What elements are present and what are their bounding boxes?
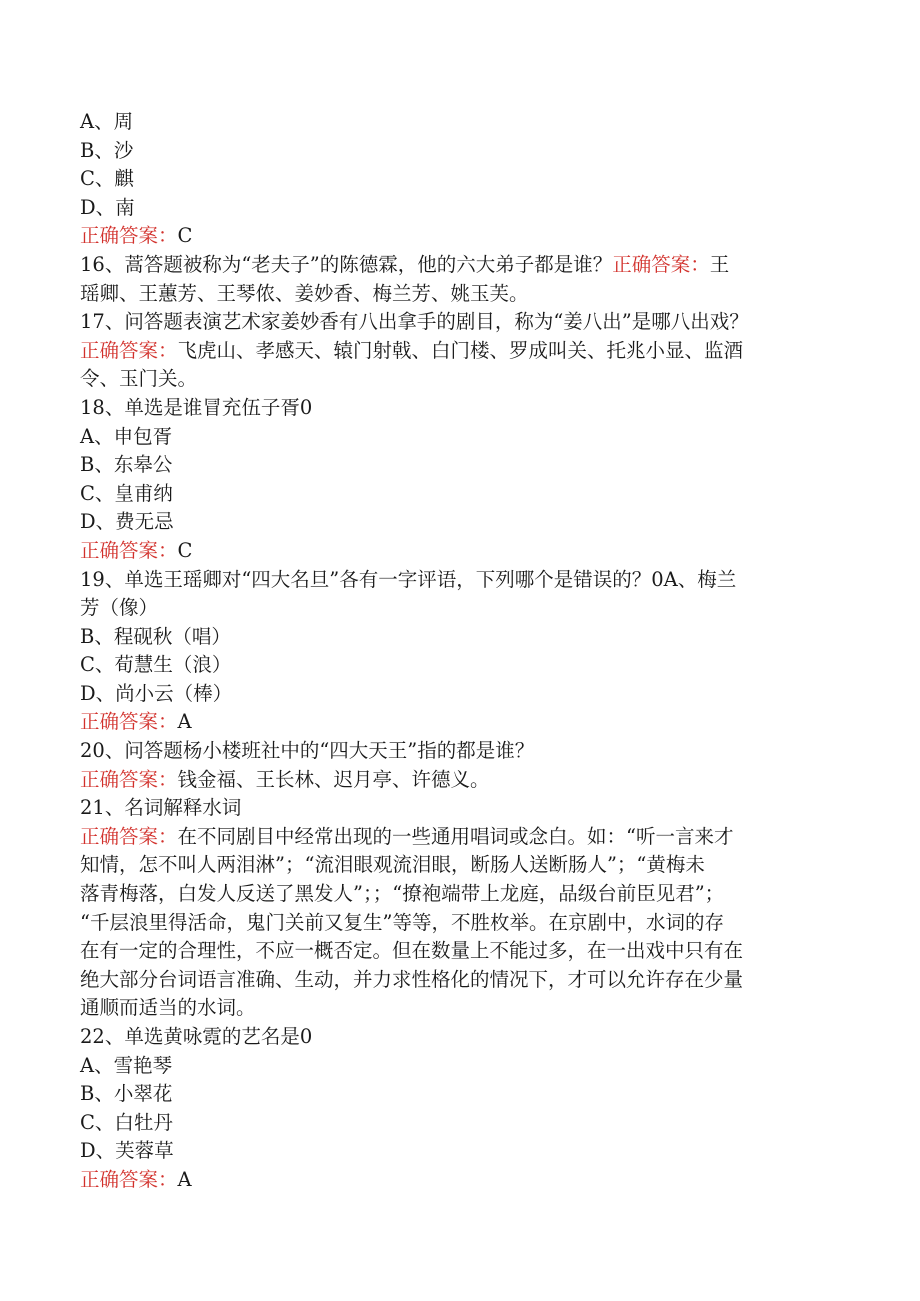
text-line (80, 280, 840, 309)
line-text: C、白牡丹 (80, 1110, 173, 1134)
text-line (80, 766, 840, 795)
line-text: A、申包胥 (80, 424, 173, 448)
line-text: 在有一定的合理性，不应一概否定。但在数量上不能过多，在一出戏中只有在 (80, 939, 744, 963)
text-line (80, 394, 840, 423)
text-line (80, 1023, 840, 1052)
text-line (80, 108, 840, 137)
text-line (80, 994, 840, 1023)
text-line (80, 137, 840, 166)
text-line (80, 594, 840, 623)
text-line (80, 851, 840, 880)
text-line (80, 937, 840, 966)
line-text: D、南 (80, 195, 135, 219)
line-text: D、尚小云（棒） (80, 681, 233, 705)
text-line (80, 1109, 840, 1138)
answer-label: 正确答案： (80, 224, 178, 248)
text-line (80, 623, 840, 652)
line-text: 绝大部分台词语言准确、生动，并力求性格化的情况下，才可以允许存在少量 (80, 967, 744, 991)
text-line (80, 222, 840, 251)
line-text: 18、单选是谁冒充伍子胥0 (80, 395, 313, 419)
exam-document-page (80, 108, 840, 1195)
line-text: 飞虎山、孝感天、辕门射戟、白门楼、罗成叫关、托兆小显、监酒 (177, 338, 744, 362)
line-text: A (177, 710, 192, 734)
answer-label: 正确答案： (80, 710, 178, 734)
answer-label: 正确答案： (80, 538, 178, 562)
text-line (80, 566, 840, 595)
line-text: 在不同剧目中经常出现的一些通用唱词或念白。如：“听一言来才 (177, 824, 734, 848)
answer-label: 正确答案： (80, 767, 178, 791)
answer-label: 正确答案： (80, 338, 178, 362)
line-text: 钱金福、王长林、迟月亭、许德义。 (177, 767, 490, 791)
line-text: B、小翠花 (80, 1082, 173, 1106)
line-text: 22、单选黄咏霓的艺名是0 (80, 1025, 313, 1048)
text-line (80, 537, 840, 566)
text-line (80, 251, 840, 280)
text-line (80, 823, 840, 852)
line-text: C (177, 538, 193, 562)
line-text: A (177, 1167, 192, 1191)
answer-label: 正确答案： (80, 824, 178, 848)
text-line (80, 794, 840, 823)
text-line (80, 737, 840, 766)
line-text: 19、单选王瑶卿对“四大名旦”各有一字评语，下列哪个是错误的？0A、梅兰 (80, 567, 737, 591)
text-line (80, 165, 840, 194)
text-line (80, 365, 840, 394)
line-text: 17、问答题表演艺术家姜妙香有八出拿手的剧目，称为“姜八出”是哪八出戏？ (80, 310, 749, 334)
line-text: 通顺而适当的水词。 (80, 996, 256, 1020)
line-text: B、沙 (80, 138, 134, 162)
line-text: C、荀慧生（浪） (80, 653, 232, 677)
line-text: 瑶卿、王蕙芳、王琴侬、姜妙香、梅兰芳、姚玉芙。 (80, 281, 529, 305)
text-line (80, 1052, 840, 1081)
text-line (80, 880, 840, 909)
text-line (80, 308, 840, 337)
text-line (80, 451, 840, 480)
line-text: C、麒 (80, 167, 134, 191)
text-line (80, 966, 840, 995)
line-text: “千层浪里得活命，鬼门关前又复生”等等，不胜枚举。在京剧中，水词的存 (80, 910, 724, 934)
line-text: C、皇甫纳 (80, 481, 173, 505)
text-line (80, 1166, 840, 1195)
line-text: 16、蒿答题被称为“老夫子”的陈德霖，他的六大弟子都是谁？ (80, 252, 613, 276)
text-line (80, 423, 840, 452)
line-text: 21、名词解释水词 (80, 796, 242, 820)
text-line (80, 651, 840, 680)
line-text: 知情，怎不叫人两泪淋”；“流泪眼观流泪眼，断肠人送断肠人”；“黄梅未 (80, 853, 705, 877)
line-text: 20、问答题杨小楼班社中的“四大天王”指的都是谁？ (80, 739, 535, 763)
answer-label: 正确答案： (80, 1167, 178, 1191)
text-line (80, 909, 840, 938)
text-line (80, 194, 840, 223)
answer-label: 正确答案： (612, 252, 710, 276)
text-line (80, 508, 840, 537)
line-text: B、程砚秋（唱） (80, 624, 231, 648)
text-line (80, 708, 840, 737)
line-text: C (177, 224, 193, 248)
line-text: A、雪艳琴 (80, 1053, 173, 1077)
text-line (80, 1080, 840, 1109)
text-line (80, 480, 840, 509)
text-line (80, 1137, 840, 1166)
line-text: 王 (709, 252, 730, 276)
line-text: A、周 (80, 110, 134, 133)
line-text: D、费无忌 (80, 510, 174, 534)
line-text: D、芙蓉草 (80, 1139, 174, 1163)
text-line (80, 680, 840, 709)
line-text: B、东皋公 (80, 453, 173, 477)
line-text: 落青梅落，白发人反送了黑发人”；；“撩袍端带上龙庭，品级台前臣见君”； (80, 882, 725, 906)
line-text: 芳（像） (80, 596, 159, 620)
line-text: 令、玉门关。 (80, 367, 198, 391)
text-line (80, 337, 840, 366)
